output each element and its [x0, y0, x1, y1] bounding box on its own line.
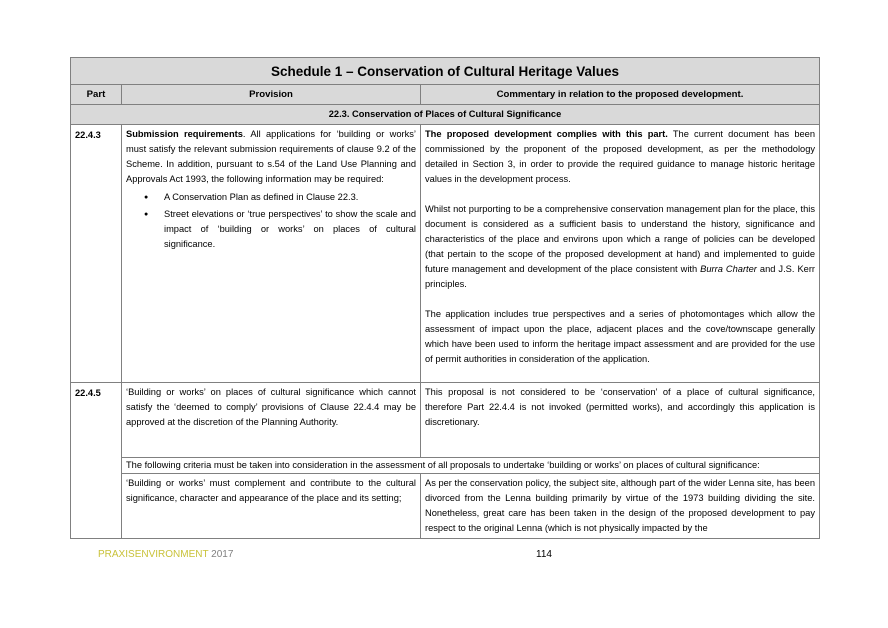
footer-year: 2017	[208, 549, 234, 560]
provision-text: . All applications for ‘building or works’ must satisfy the relevant submission requirements of clause 9.2 of the Scheme. In addition, pursuant to s.54 of the Land Use Planning and Approvals Act 1993, the following information may be required:	[126, 129, 416, 184]
commentary-lead: The proposed development complies with this part.	[425, 129, 668, 139]
commentary-text: Whilst not purporting to be a comprehensive conservation management plan for the place, this document is considered as a sufficient basis to understand the history, significance and characteristics of the place and environs upon which a range of policies can be developed (that pertain to the scope of the proposed development at hand) and implemented to guide future management and development of the place consistent with	[425, 204, 816, 274]
footer-brand	[98, 549, 233, 560]
part-number: 22.4.3	[71, 125, 122, 383]
requirements-list	[126, 190, 416, 252]
criteria-intro: The following criteria must be taken into consideration in the assessment of all proposals to undertake ‘building or works’ on places of cultural significance:	[122, 458, 820, 474]
burra-charter-reference: Burra Charter	[700, 264, 757, 274]
header-part: Part	[71, 85, 122, 105]
table-row	[71, 383, 820, 458]
brand-praxis: PRAXIS	[98, 549, 135, 560]
heritage-schedule-table	[70, 57, 820, 539]
criterion-provision: ‘Building or works’ must complement and contribute to the cultural significance, character and appearance of the place and its setting;	[122, 474, 421, 539]
commentary-text: The current document has been commissioned by the proponent of the proposed development, as per the methodology detailed in Section 3, in order to provide the required guidance to manage historic heritage values in the development process.	[425, 129, 816, 184]
brand-environment: ENVIRONMENT	[134, 549, 209, 560]
table-row	[71, 458, 820, 474]
schedule-title: Schedule 1 – Conservation of Cultural Heritage Values	[71, 58, 820, 85]
header-commentary: Commentary in relation to the proposed development.	[421, 85, 820, 105]
provision-cell	[122, 125, 421, 383]
commentary-paragraph: The application includes true perspectives and a series of photomontages which allow the assessment of impact upon the place, adjacent places and the cove/townscape generally which have been used to inform the heritage impact assessment and are provided for the use of permit authorities in consideration of the application.	[425, 309, 816, 364]
provision-cell: ‘Building or works’ on places of cultural significance which cannot satisfy the ‘deemed to comply’ provisions of Clause 22.4.4 may be approved at the discretion of the Planning Authority.	[122, 383, 421, 458]
commentary-cell: This proposal is not considered to be ‘conservation’ of a place of cultural significance, therefore Part 22.4.4 is not invoked (permitted works), and accordingly this application is discretionary.	[421, 383, 820, 458]
table-row	[71, 125, 820, 383]
table-row	[71, 474, 820, 539]
commentary-paragraph	[425, 202, 815, 292]
column-header-row	[71, 85, 820, 105]
criterion-commentary: As per the conservation policy, the subject site, although part of the wider Lenna site, has been divorced from the Lenna building primarily by virtue of the 1973 building dividing the site. Nonetheless, great care has been taken in the design of the proposed development to pay respect to the original Lenna (which is not physically impacted by the	[421, 474, 820, 539]
header-provision: Provision	[122, 85, 421, 105]
commentary-text: and J.S. Kerr principles.	[425, 264, 816, 289]
provision-lead: Submission requirements	[126, 129, 243, 139]
commentary-paragraph	[425, 127, 815, 187]
list-item: ● A Conservation Plan as defined in Clause 22.3.	[164, 190, 416, 205]
part-number: 22.4.5	[71, 383, 122, 539]
page-number: 114	[536, 549, 552, 560]
list-item: ● Street elevations or ‘true perspectives’ to show the scale and impact of ‘building or works’ on places of cultural significance.	[164, 207, 416, 252]
section-heading: 22.3. Conservation of Places of Cultural Significance	[71, 105, 820, 125]
commentary-cell	[421, 125, 820, 383]
